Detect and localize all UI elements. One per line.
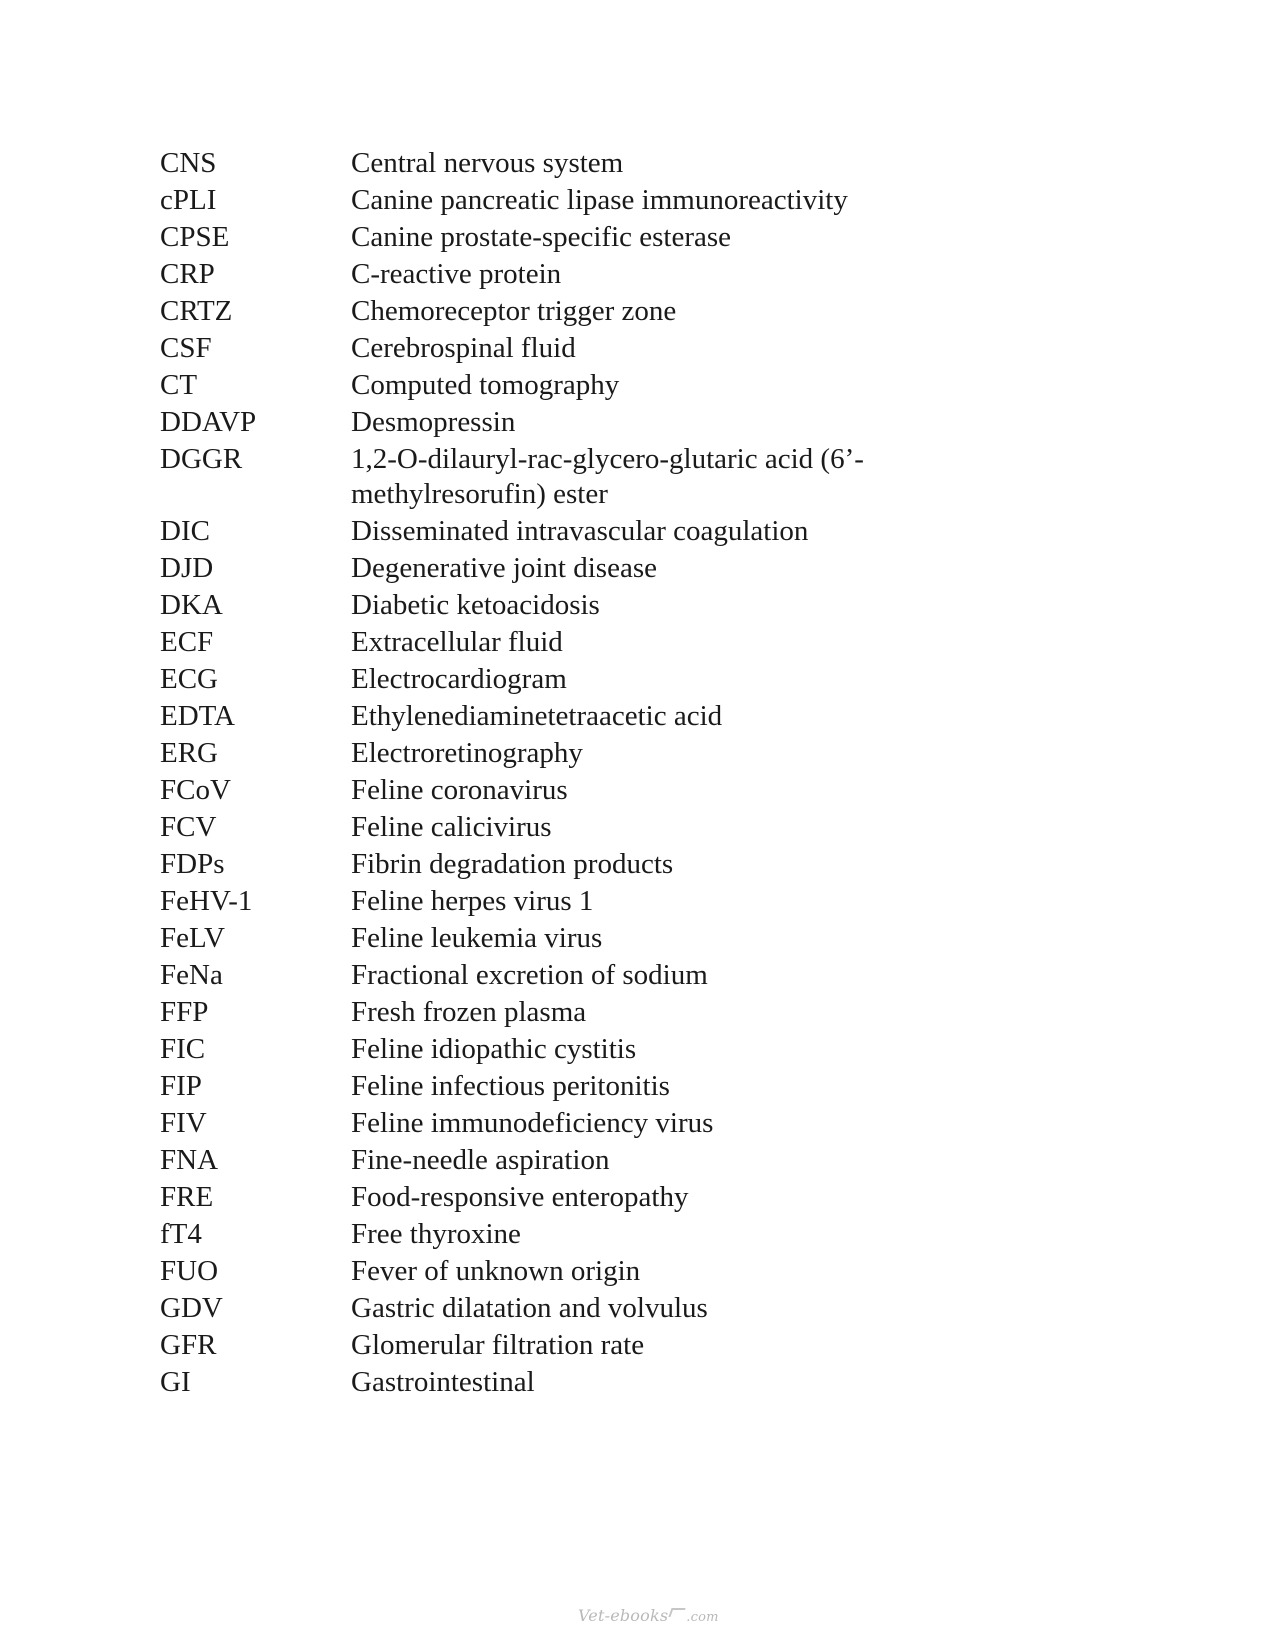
abbreviation-row	[160, 183, 1060, 218]
abbreviation-term: GI	[160, 1366, 191, 1398]
abbreviation-term: GFR	[160, 1329, 217, 1361]
abbreviation-row	[160, 1032, 1060, 1067]
abbreviation-term: DDAVP	[160, 406, 257, 438]
abbreviation-definition: Feline coronavirus	[351, 774, 568, 806]
abbreviation-term: fT4	[160, 1218, 202, 1250]
abbreviation-definition: Gastrointestinal	[351, 1366, 535, 1398]
abbreviation-row	[160, 1217, 1060, 1252]
abbreviation-row	[160, 1180, 1060, 1215]
abbreviation-row	[160, 1106, 1060, 1141]
abbreviation-term: CRTZ	[160, 295, 233, 327]
abbreviation-term: FCV	[160, 811, 217, 843]
abbreviation-row	[160, 699, 1060, 734]
abbreviation-definition: Feline leukemia virus	[351, 922, 603, 954]
abbreviation-row	[160, 442, 1060, 512]
abbreviation-term: FDPs	[160, 848, 225, 880]
abbreviation-term: FUO	[160, 1255, 219, 1287]
abbreviation-row	[160, 1254, 1060, 1289]
abbreviation-definition: Diabetic ketoacidosis	[351, 589, 600, 621]
abbreviation-row	[160, 588, 1060, 623]
abbreviation-definition: Disseminated intravascular coagulation	[351, 515, 809, 547]
abbreviation-term: EDTA	[160, 700, 235, 732]
abbreviation-row	[160, 405, 1060, 440]
abbreviation-row	[160, 662, 1060, 697]
abbreviation-row	[160, 1143, 1060, 1178]
abbreviation-list	[160, 146, 1060, 1402]
abbreviation-definition: Central nervous system	[351, 147, 624, 179]
abbreviation-definition: Fractional excretion of sodium	[351, 959, 708, 991]
abbreviation-definition: Canine prostate-specific esterase	[351, 221, 732, 253]
abbreviation-definition: C-reactive protein	[351, 258, 562, 290]
abbreviation-term: FeLV	[160, 922, 225, 954]
abbreviation-definition: 1,2-O-dilauryl-rac-glycero-glutaric acid (6’-methylresorufin) ester	[351, 443, 864, 510]
abbreviation-term: ERG	[160, 737, 218, 769]
abbreviation-term: FCoV	[160, 774, 231, 806]
abbreviation-row	[160, 921, 1060, 956]
abbreviation-term: cPLI	[160, 184, 217, 216]
abbreviation-definition: Feline immunodeficiency virus	[351, 1107, 714, 1139]
abbreviation-term: GDV	[160, 1292, 223, 1324]
abbreviation-term: DGGR	[160, 443, 243, 475]
abbreviation-row	[160, 847, 1060, 882]
abbreviation-row	[160, 257, 1060, 292]
abbreviation-definition: Extracellular fluid	[351, 626, 563, 658]
book-icon	[669, 1608, 686, 1617]
abbreviation-definition: Fine-needle aspiration	[351, 1144, 610, 1176]
abbreviation-definition: Desmopressin	[351, 406, 516, 438]
abbreviation-definition: Electrocardiogram	[351, 663, 567, 695]
abbreviation-term: FFP	[160, 996, 209, 1028]
abbreviation-row	[160, 625, 1060, 660]
abbreviation-row	[160, 736, 1060, 771]
abbreviation-row	[160, 773, 1060, 808]
abbreviation-row	[160, 294, 1060, 329]
abbreviation-row	[160, 884, 1060, 919]
abbreviation-definition: Feline herpes virus 1	[351, 885, 594, 917]
watermark-suffix: .com	[686, 1610, 719, 1625]
abbreviation-row	[160, 1365, 1060, 1400]
abbreviation-definition: Feline calicivirus	[351, 811, 552, 843]
abbreviation-term: FIV	[160, 1107, 207, 1139]
abbreviation-row	[160, 1291, 1060, 1326]
abbreviation-row	[160, 958, 1060, 993]
abbreviation-definition: Computed tomography	[351, 369, 620, 401]
abbreviation-term: DIC	[160, 515, 210, 547]
abbreviation-row	[160, 331, 1060, 366]
abbreviation-row	[160, 1328, 1060, 1363]
abbreviation-definition: Canine pancreatic lipase immunoreactivity	[351, 184, 848, 216]
abbreviation-definition: Chemoreceptor trigger zone	[351, 295, 677, 327]
abbreviation-definition: Ethylenediaminetetraacetic acid	[351, 700, 723, 732]
abbreviation-term: CNS	[160, 147, 217, 179]
abbreviation-definition: Feline idiopathic cystitis	[351, 1033, 637, 1065]
abbreviation-term: CRP	[160, 258, 215, 290]
abbreviation-definition: Feline infectious peritonitis	[351, 1070, 670, 1102]
abbreviation-row	[160, 1069, 1060, 1104]
watermark	[578, 1606, 719, 1625]
abbreviation-row	[160, 995, 1060, 1030]
abbreviation-term: ECG	[160, 663, 218, 695]
abbreviation-term: DKA	[160, 589, 223, 621]
abbreviation-row	[160, 146, 1060, 181]
abbreviation-term: FIC	[160, 1033, 206, 1065]
abbreviation-term: ECF	[160, 626, 214, 658]
abbreviation-definition: Fever of unknown origin	[351, 1255, 641, 1287]
abbreviation-definition: Food-responsive enteropathy	[351, 1181, 689, 1213]
abbreviation-term: FeHV-1	[160, 885, 253, 917]
abbreviation-definition: Cerebrospinal fluid	[351, 332, 576, 364]
abbreviation-term: FIP	[160, 1070, 202, 1102]
abbreviation-definition: Gastric dilatation and volvulus	[351, 1292, 708, 1324]
abbreviation-definition: Free thyroxine	[351, 1218, 521, 1250]
abbreviation-term: FNA	[160, 1144, 219, 1176]
abbreviation-term: CT	[160, 369, 198, 401]
abbreviation-row	[160, 368, 1060, 403]
abbreviation-row	[160, 551, 1060, 586]
abbreviation-term: CSF	[160, 332, 212, 364]
abbreviation-term: CPSE	[160, 221, 230, 253]
watermark-main: Vet-ebooks	[578, 1606, 669, 1625]
abbreviation-row	[160, 514, 1060, 549]
abbreviation-term: DJD	[160, 552, 214, 584]
abbreviation-row	[160, 810, 1060, 845]
abbreviation-definition: Glomerular filtration rate	[351, 1329, 645, 1361]
abbreviation-definition: Fibrin degradation products	[351, 848, 674, 880]
abbreviation-definition: Fresh frozen plasma	[351, 996, 587, 1028]
abbreviation-term: FRE	[160, 1181, 214, 1213]
abbreviation-definition: Degenerative joint disease	[351, 552, 657, 584]
abbreviation-term: FeNa	[160, 959, 223, 991]
abbreviation-row	[160, 220, 1060, 255]
abbreviation-definition: Electroretinography	[351, 737, 583, 769]
